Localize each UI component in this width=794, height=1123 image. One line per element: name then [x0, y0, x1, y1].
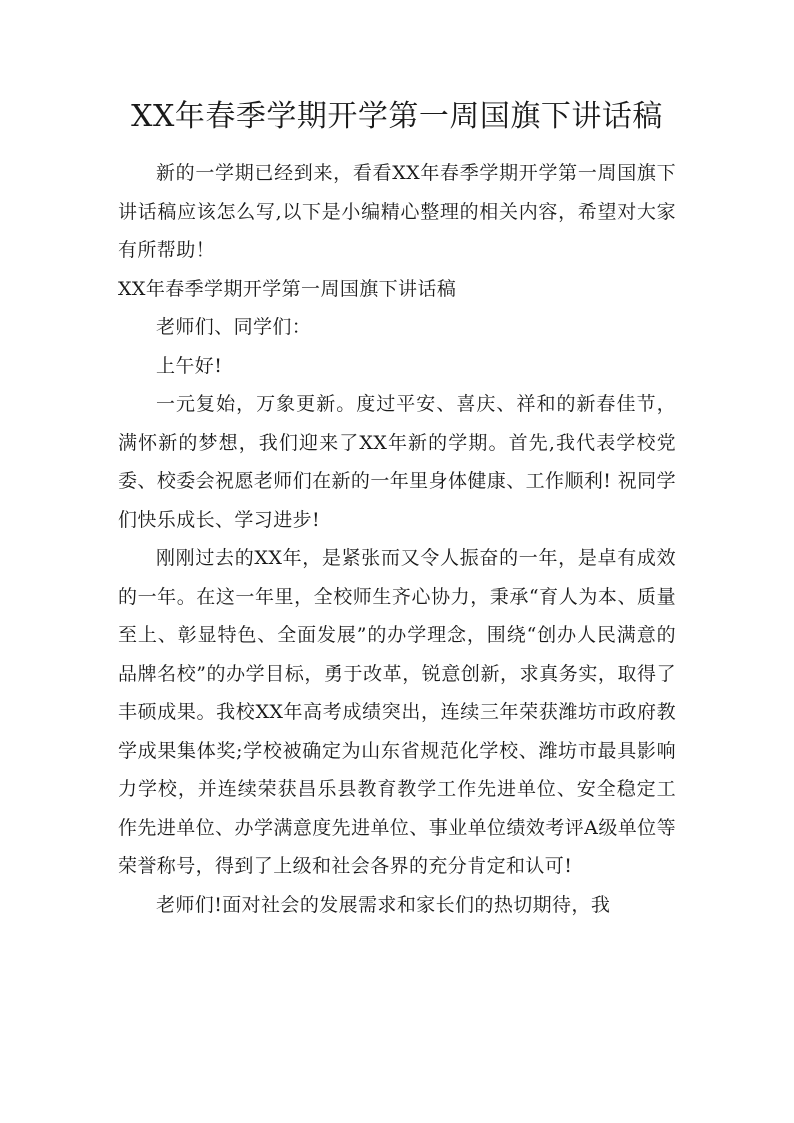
paragraph-greeting: 上午好!: [156, 354, 223, 377]
paragraph-achievements: 刚刚过去的XX年，是紧张而又令人振奋的一年，是卓有成效的一年。在这一年里，全校师生齐心协力，秉承“育人为本、质量至上、彰显特色、全面发展”的办学理念，围绕“创办人民满意的品牌名校”的办学目标，勇于改革，锐意创新，求真务实，取得了丰硕成果。我校XX年高考成绩突出，连续三年荣获潍坊市政府教学成果集体奖;学校被确定为山东省规范化学校、潍坊市最具影响力学校，并连续荣获昌乐县教育教学工作先进单位、安全稳定工作先进单位、办学满意度先进单位、事业单位绩效考评A级单位等荣誉称号，得到了上级和社会各界的充分肯定和认可!: [118, 547, 676, 877]
paragraph-intro: 新的一学期已经到来，看看XX年春季学期开学第一周国旗下讲话稿应该怎么写,以下是小编精心整理的相关内容，希望对大家有所帮助！: [118, 162, 676, 261]
paragraph-teachers-address: 老师们!面对社会的发展需求和家长们的热切期待，我: [156, 893, 611, 916]
paragraph-new-year-wishes: 一元复始，万象更新。度过平安、喜庆、祥和的新春佳节，满怀新的梦想，我们迎来了XX年新的学期。首先,我代表学校党委、校委会祝愿老师们在新的一年里身体健康、工作顺利! 祝同学们快乐成长、学习进步!: [118, 393, 676, 531]
document-title: XX年春季学期开学第一周国旗下讲话稿: [131, 99, 663, 134]
paragraph-salutation: 老师们、同学们：: [156, 316, 312, 338]
document-body: [118, 154, 676, 924]
paragraph-subtitle: XX年春季学期开学第一周国旗下讲话稿: [118, 277, 457, 300]
